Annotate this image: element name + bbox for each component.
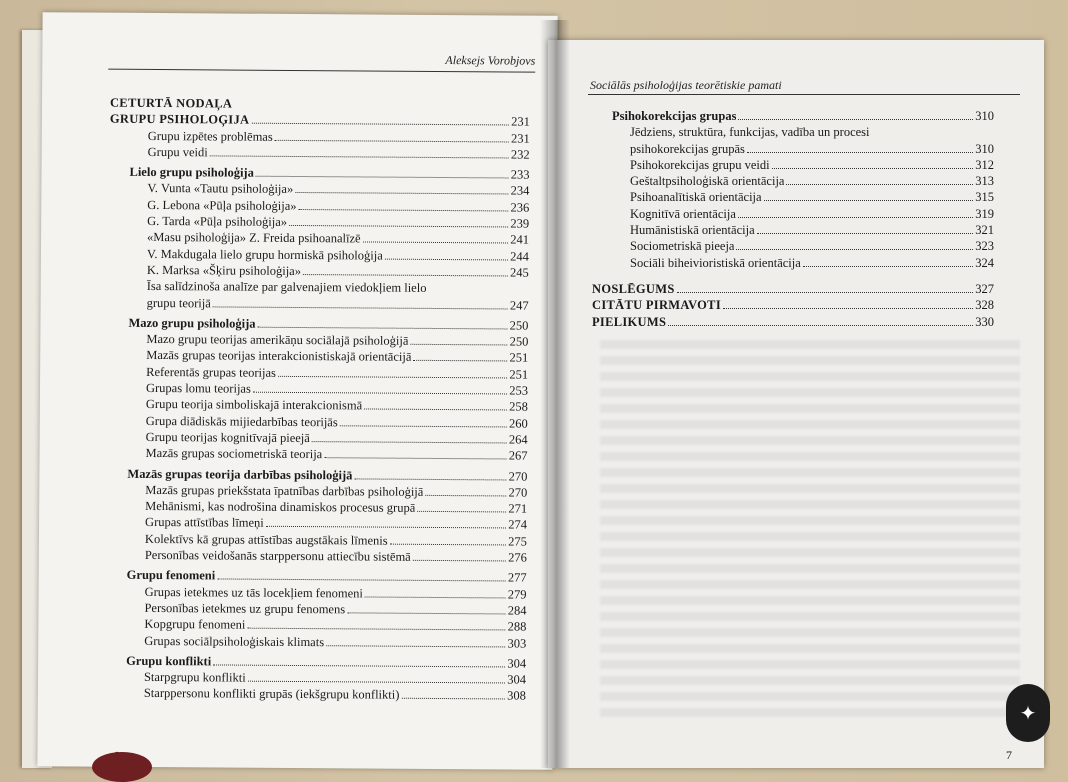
toc-leader-dots (803, 266, 973, 267)
toc-entry-title: «Masu psiholoģija» Z. Freida psihoanalīzē (147, 230, 361, 246)
toc-page-number: 251 (509, 367, 529, 382)
toc-entry (110, 144, 530, 163)
toc-leader-dots (757, 233, 974, 234)
toc-entry-title: Lielo grupu psiholoģija (129, 165, 254, 180)
toc-entry-title: Starppersonu konflikti grupās (iekšgrupu konflikti) (143, 686, 400, 703)
toc-entry-title: Personības veidošanās starppersonu attiecību sistēmā (144, 547, 411, 564)
toc-entry (592, 238, 994, 254)
toc-page-number: 328 (975, 298, 994, 313)
toc-page-number: 236 (510, 200, 530, 215)
toc-entry-title: Grupas sociālpsiholoģiskais klimats (144, 633, 325, 649)
toc-leader-dots (738, 119, 973, 120)
toc-entry-title: PIELIKUMS (592, 314, 667, 329)
toc-leader-dots (723, 308, 973, 309)
toc-leader-dots (247, 628, 505, 631)
bleed-through-text (600, 340, 1020, 720)
toc-entry (592, 255, 994, 271)
toc-entry-title: Sociometriskā pieeja (630, 239, 735, 254)
toc-page-number: 270 (508, 485, 528, 500)
toc-leader-dots (275, 139, 509, 142)
toc-page-number: 271 (508, 501, 528, 516)
toc-entry-title: Grupas attīstības līmeņi (145, 515, 264, 531)
toc-page-number: 231 (510, 131, 530, 146)
toc-page-number: 275 (508, 534, 528, 549)
toc-entry (106, 685, 526, 704)
toc-leader-dots (326, 645, 505, 647)
toc-leader-dots (677, 292, 974, 293)
toc-leader-dots (363, 242, 509, 244)
toc-page-number: 327 (975, 281, 994, 296)
toc-leader-dots (299, 209, 509, 211)
toc-leader-dots (256, 176, 509, 179)
toc-leader-dots (213, 306, 508, 309)
watermark-logo-icon: ✦ (1006, 684, 1050, 742)
toc-leader-dots (354, 478, 506, 480)
toc-entry-title: Kopgrupu fenomeni (144, 617, 246, 632)
toc-leader-dots (365, 596, 506, 598)
toc-entry-title: Kolektīvs kā grupas attīstības augstākais līmenis (144, 531, 388, 548)
toc-entry-title: Psihoanalītiskā orientācija (630, 190, 762, 205)
toc-page-number: 277 (507, 570, 527, 585)
toc-entry-title: G. Tarda «Pūļa psiholoģija» (147, 214, 288, 230)
toc-page-number: 258 (509, 399, 528, 414)
toc-entry-title: Starpgrupu konflikti (143, 670, 246, 685)
toc-entry (592, 189, 994, 205)
toc-page-number: 231 (511, 114, 530, 129)
toc-entry-title: Mazās grupas priekšstata īpatnības darbības psiholoģijā (145, 482, 424, 499)
toc-page-number: 288 (507, 619, 527, 634)
toc-entry (592, 206, 994, 222)
toc-entry (109, 294, 529, 313)
toc-entry-title: Psihokorekcijas grupas (612, 109, 737, 123)
toc-leader-dots (251, 123, 509, 126)
toc-entry-title: V. Makdugala lielo grupu hormiskā psiholoģija (146, 246, 383, 263)
toc-entry-title: G. Lebona «Pūļa psiholoģija» (147, 197, 297, 213)
header-rule-left (108, 69, 535, 73)
toc-leader-dots (258, 327, 508, 330)
toc-entry-title: Grupu teorija simboliskajā interakcionismā (145, 397, 363, 413)
toc-leader-dots (364, 409, 507, 411)
toc-page-number: 251 (509, 350, 529, 366)
toc-page-number: 276 (508, 550, 527, 565)
toc-entry-title: CETURTĀ NODAĻA (109, 95, 233, 111)
toc-page-number: 274 (508, 517, 528, 533)
toc-leader-dots (303, 274, 508, 276)
toc-leader-dots (668, 325, 973, 326)
toc-entry-title: Grupas lomu teorijas (145, 380, 251, 396)
toc-page-number: 267 (508, 448, 528, 463)
toc-entry-title: Mazās grupas teorijas interakcionistiskajā orientācijā (146, 348, 412, 365)
toc-page-number: 303 (507, 635, 527, 651)
toc-leader-dots (210, 155, 509, 158)
page-number-right: 7 (1006, 748, 1012, 762)
toc-entry-title: Humānistiskā orientācija (630, 223, 755, 238)
toc-page-number: 234 (510, 183, 530, 199)
toc-page-number: 284 (507, 603, 527, 618)
toc-page-number: 304 (507, 672, 527, 687)
toc-leader-dots (390, 543, 507, 545)
toc-page-number: 245 (510, 265, 529, 280)
toc-page-number: 250 (509, 334, 529, 349)
toc-entry (592, 108, 994, 124)
toc-leader-dots (295, 192, 508, 194)
toc-leader-dots (413, 360, 507, 362)
toc-entry (592, 222, 994, 238)
toc-leader-dots (278, 376, 507, 379)
toc-entry (107, 547, 527, 566)
toc-entry-title: Referentās grupas teorijas (146, 364, 276, 380)
toc-leader-dots (401, 698, 505, 700)
toc-entry-title: Grupu fenomeni (126, 568, 216, 583)
toc-entry (592, 173, 994, 189)
header-rule-right (588, 94, 1020, 95)
toc-page-number: 253 (509, 383, 529, 398)
toc-entry (592, 141, 994, 157)
toc-left (106, 95, 530, 705)
toc-page-number: 250 (509, 318, 529, 333)
running-head-right: Sociālās psiholoģijas teorētiskie pamati (590, 78, 782, 92)
toc-leader-dots (410, 344, 507, 346)
toc-entry-title: Mazās grupas teorija darbības psiholoģijā (127, 466, 353, 482)
toc-entry (592, 124, 994, 140)
toc-leader-dots (772, 168, 974, 169)
toc-entry-title: Grupu izpētes problēmas (147, 128, 273, 144)
toc-leader-dots (217, 579, 506, 582)
toc-leader-dots (248, 681, 506, 684)
left-page (37, 12, 557, 770)
toc-leader-dots (764, 200, 974, 201)
toc-leader-dots (253, 392, 507, 395)
toc-entry-title: Personības ietekmes uz grupu fenomens (144, 600, 346, 617)
toc-page-number: 323 (975, 239, 994, 254)
toc-entry-title: K. Marksa «Šķiru psiholoģija» (146, 262, 302, 278)
toc-page-number: 239 (510, 216, 530, 231)
toc-entry-title: Grupu veidi (147, 144, 208, 160)
toc-entry-title: CITĀTU PIRMAVOTI (592, 298, 721, 313)
toc-page-number: 244 (510, 249, 529, 264)
toc-leader-dots (289, 225, 508, 228)
toc-page-number: 304 (507, 656, 527, 671)
toc-entry-title: Grupu konflikti (126, 653, 212, 669)
toc-entry (592, 157, 994, 173)
toc-entry (592, 314, 994, 330)
toc-page-number: 310 (975, 141, 994, 156)
toc-entry-title: Psihokorekcijas grupu veidi (630, 157, 770, 172)
running-head-left: Aleksejs Vorobjovs (445, 53, 536, 68)
toc-entry-title: V. Vunta «Tautu psiholoģija» (147, 181, 294, 197)
toc-entry-title: Īsa salīdzinoša analīze par galvenajiem viedokļiem lielo (146, 279, 427, 296)
toc-entry-title: GRUPU PSIHOLOĢIJA (109, 111, 250, 127)
toc-page-number: 321 (975, 223, 994, 238)
toc-entry (108, 445, 528, 464)
toc-page-number: 247 (509, 298, 529, 313)
toc-leader-dots (417, 511, 506, 513)
toc-entry-title: Mehānismi, kas nodrošina dinamiskos procesus grupā (145, 499, 416, 515)
toc-entry-title: Geštaltpsiholoģiskā orientācija (630, 174, 785, 189)
toc-leader-dots (747, 152, 973, 153)
toc-page-number: 233 (510, 167, 530, 182)
toc-leader-dots (347, 612, 506, 614)
toc-page-number: 310 (975, 109, 994, 123)
toc-leader-dots (324, 457, 507, 459)
toc-leader-dots (738, 217, 973, 218)
toc-leader-dots (413, 560, 506, 562)
toc-page-number: 312 (975, 157, 994, 172)
red-object (92, 752, 152, 782)
toc-page-number: 264 (508, 432, 528, 447)
toc-leader-dots (786, 184, 973, 185)
toc-page-number: 330 (975, 314, 994, 329)
toc-page-number: 232 (510, 147, 530, 162)
toc-page-number: 270 (508, 469, 528, 484)
toc-entry-title: psihokorekcijas grupās (630, 141, 745, 156)
toc-entry-title: grupu teorijā (146, 295, 211, 310)
toc-leader-dots (340, 425, 507, 427)
toc-entry (592, 297, 994, 313)
toc-page-number: 279 (507, 587, 527, 602)
toc-entry (106, 632, 526, 651)
toc-entry (592, 281, 994, 297)
toc-entry-title: Mazās grupas sociometriskā teorija (145, 446, 323, 462)
toc-entry-title: NOSLĒGUMS (592, 281, 675, 296)
toc-entry-title: Kognitīvā orientācija (630, 206, 736, 221)
toc-leader-dots (736, 249, 973, 250)
book-spine (540, 20, 570, 768)
toc-entry-title: Grupas ietekmes uz tās locekļiem fenomeni (144, 584, 363, 601)
toc-entry-title: Grupu teorijas kognitīvajā pieejā (145, 429, 310, 446)
toc-page-number: 313 (975, 174, 994, 189)
toc-entry-title: Sociāli biheivioristiskā orientācija (630, 255, 801, 270)
toc-right (592, 108, 994, 330)
toc-leader-dots (425, 495, 506, 497)
toc-page-number: 241 (510, 232, 530, 247)
toc-leader-dots (385, 258, 508, 260)
toc-leader-dots (266, 526, 507, 529)
toc-page-number: 308 (507, 688, 526, 703)
toc-entry-title: Grupa diādiskās mijiedarbības teorijās (145, 413, 338, 429)
toc-page-number: 315 (975, 190, 994, 205)
toc-leader-dots (312, 441, 507, 443)
toc-leader-dots (213, 664, 505, 667)
toc-page-number: 319 (975, 206, 994, 221)
toc-entry-title: Mazo grupu psiholoģija (128, 315, 256, 331)
toc-entry-title: Mazo grupu teorijas amerikāņu sociālajā psiholoģijā (146, 332, 409, 348)
toc-page-number: 324 (975, 255, 994, 270)
toc-page-number: 260 (508, 416, 528, 431)
toc-entry-title: Jēdziens, struktūra, funkcijas, vadība un procesi (630, 125, 870, 140)
